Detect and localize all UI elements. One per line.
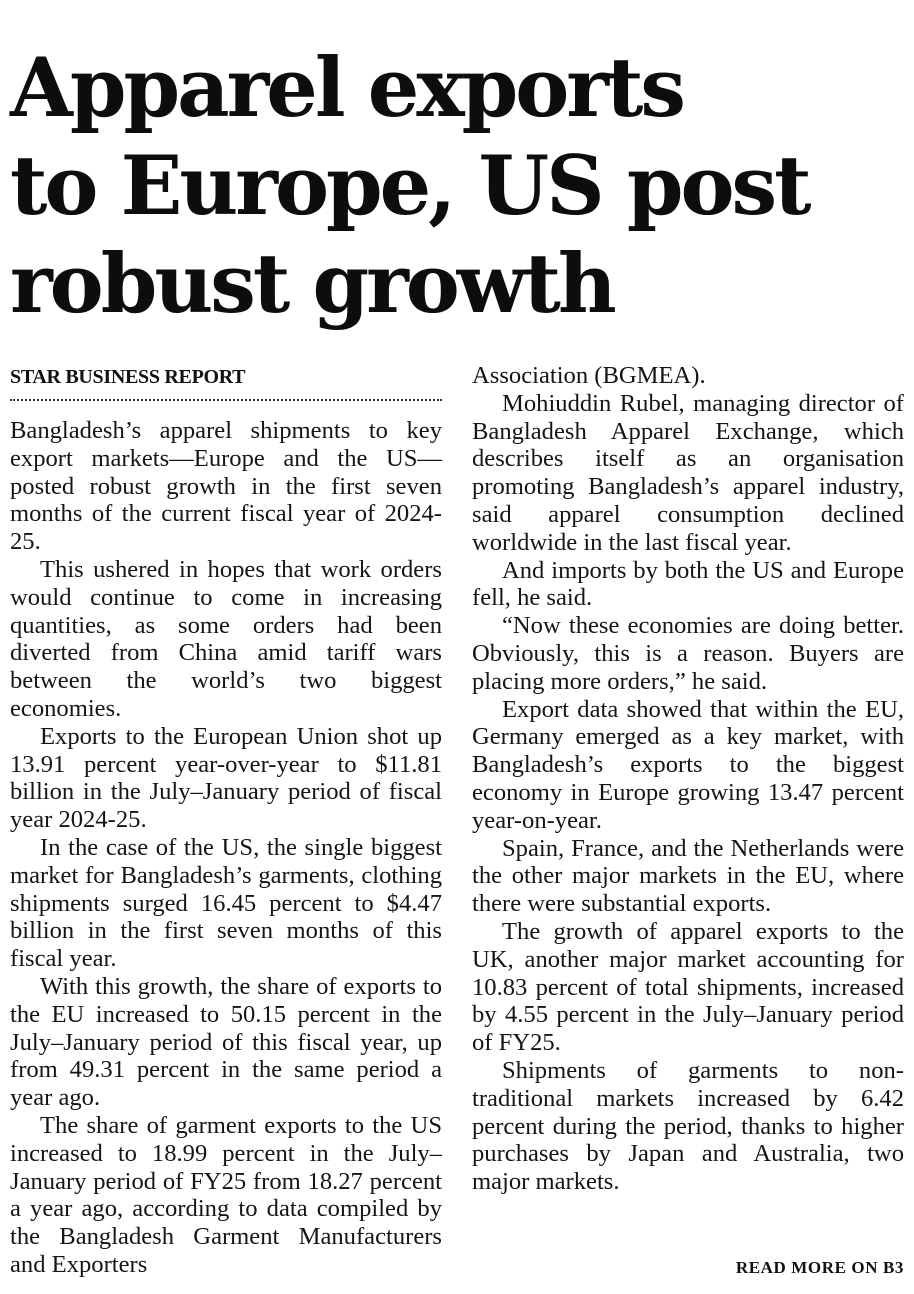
paragraph: The share of garment exports to the US increased to 18.99 percent in the July–January period of FY25 from 18.27 percent a year ago, according to data compiled by the Bangladesh Garment Manufacturers and Exporters	[10, 1111, 442, 1278]
article-column-right	[472, 362, 904, 1196]
paragraph: Shipments of garments to non-traditional markets increased by 6.42 percent during the period, thanks to higher purchases by Japan and Australia, two major markets.	[472, 1056, 904, 1196]
paragraph-continued: Association (BGMEA).	[472, 362, 706, 389]
byline: STAR BUSINESS REPORT	[10, 366, 246, 388]
paragraph: Bangladesh’s apparel shipments to key export markets—Europe and the US—posted robust growth in the first seven months of the current fiscal year of 2024-25.	[10, 417, 442, 556]
paragraph: And imports by both the US and Europe fell, he said.	[472, 556, 904, 612]
byline-dotted-rule	[10, 399, 442, 401]
article-column-left	[10, 417, 442, 1279]
paragraph: With this growth, the share of exports to the EU increased to 50.15 percent in the July–January period of this fiscal year, up from 49.31 percent in the same period a year ago.	[10, 972, 442, 1112]
headline-line-2: to Europe, US post	[10, 139, 809, 234]
paragraph: This ushered in hopes that work orders would continue to come in increasing quantities, as some orders had been diverted from China amid tariff wars between the world’s two biggest economies.	[10, 555, 442, 722]
paragraph: Mohiuddin Rubel, managing director of Bangladesh Apparel Exchange, which describes itself as an organisation promoting Bangladesh’s apparel industry, said apparel consumption declined worldwide in the last fiscal year.	[472, 389, 904, 556]
read-more-link[interactable]: READ MORE ON B3	[735, 1258, 904, 1277]
headline	[10, 40, 910, 334]
headline-line-3: robust growth	[10, 237, 614, 332]
paragraph: “Now these economies are doing better. Obviously, this is a reason. Buyers are placing more orders,” he said.	[472, 612, 904, 695]
paragraph: Export data showed that within the EU, Germany emerged as a key market, with Bangladesh’s exports to the biggest economy in Europe growing 13.47 percent year-on-year.	[472, 695, 904, 834]
paragraph: The growth of apparel exports to the UK, another major market accounting for 10.83 percent of total shipments, increased by 4.55 percent in the July–January period of FY25.	[472, 917, 904, 1057]
paragraph: In the case of the US, the single biggest market for Bangladesh’s garments, clothing shipments surged 16.45 percent to $4.47 billion in the first seven months of this fiscal year.	[10, 833, 442, 973]
headline-line-1: Apparel exports	[10, 41, 683, 136]
paragraph: Exports to the European Union shot up 13.91 percent year-over-year to $11.81 billion in the July–January period of fiscal year 2024-25.	[10, 722, 442, 834]
paragraph: Spain, France, and the Netherlands were the other major markets in the EU, where there were substantial exports.	[472, 834, 904, 918]
